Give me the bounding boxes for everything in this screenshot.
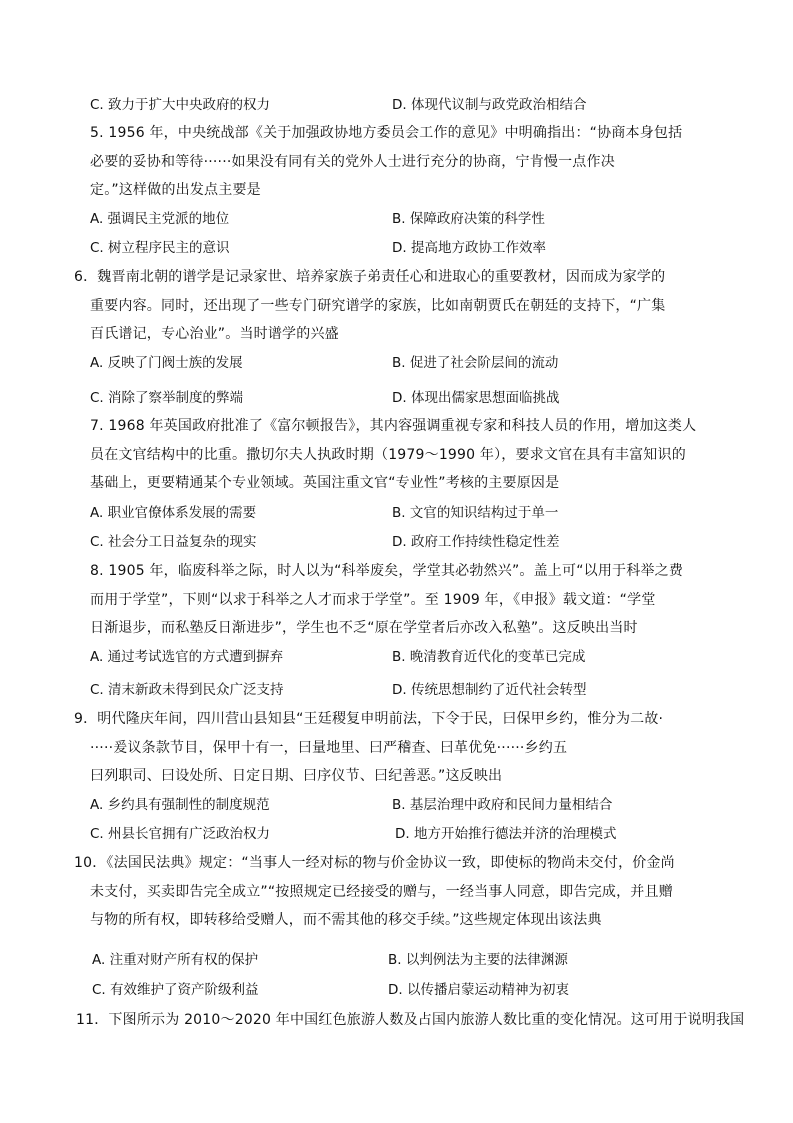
q9-stem-line-2: ·····爰议条款节目，保甲十有一，曰量地里、曰严稽查、曰革优免······乡约五 — [90, 740, 568, 756]
q10-stem-line-3: 与物的所有权，即转移给受赠人，而不需其他的移交手续。”这些规定体现出该法典 — [90, 912, 602, 928]
q5-stem-line-2: 必要的妥协和等待······如果没有同有关的党外人士进行充分的协商，宁肯慢一点作决 — [90, 154, 615, 170]
q8-option-b: B. 晚清教育近代化的变革已完成 — [392, 649, 586, 665]
q5-option-c: C. 树立程序民主的意识 — [90, 240, 230, 256]
q4-option-d: D. 体现代议制与政党政治相结合 — [392, 97, 587, 113]
q8-option-d: D. 传统思想制约了近代社会转型 — [392, 682, 587, 698]
q10-stem-line-2: 未支付，买卖即告完全成立”“按照规定已经接受的赠与，一经当事人同意，即告完成，并且赠 — [90, 884, 673, 900]
q9-stem-line-1: 9．明代隆庆年间，四川营山县知县“王廷稷复申明前法，下令于民，曰保甲乡约，惟分为二故· — [74, 711, 664, 727]
q6-option-b: B. 促进了社会阶层间的流动 — [392, 355, 559, 371]
q7-option-a: A. 职业官僚体系发展的需要 — [90, 505, 257, 521]
q7-stem-line-1: 7. 1968 年英国政府批准了《富尔顿报告》，其内容强调重视专家和科技人员的作用，增加这类人 — [90, 418, 697, 434]
q6-option-d: D. 体现出儒家思想面临挑战 — [392, 390, 560, 406]
q9-option-c: C. 州县长官拥有广泛政治权力 — [90, 826, 271, 842]
q7-option-d: D. 政府工作持续性稳定性差 — [392, 534, 560, 550]
q8-option-c: C. 清末新政未得到民众广泛支持 — [90, 682, 284, 698]
q7-option-b: B. 文官的知识结构过于单一 — [392, 505, 559, 521]
q10-option-b: B. 以判例法为主要的法律渊源 — [388, 952, 568, 968]
q8-option-a: A. 通过考试选官的方式遭到摒弃 — [90, 649, 284, 665]
q6-option-a: A. 反映了门阀士族的发展 — [90, 355, 243, 371]
q6-stem-line-3: 百氏谱记，专心治业”。当时谱学的兴盛 — [90, 326, 339, 342]
q5-option-b: B. 保障政府决策的科学性 — [392, 211, 545, 227]
q8-stem-line-3: 日渐退步，而私塾反日渐进步”，学生也不乏“原在学堂者后亦改入私塾”。这反映出当时 — [90, 620, 638, 636]
q6-stem-line-2: 重要内容。同时，还出现了一些专门研究谱学的家族，比如南朝贾氏在朝廷的支持下，“广集 — [90, 298, 666, 314]
q6-stem-line-1: 6．魏晋南北朝的谱学是记录家世、培养家族子弟责任心和进取心的重要教材，因而成为家学的 — [74, 269, 666, 285]
q8-stem-line-2: 而用于学堂”，下则“以求于科举之人才而求于学堂”。至 1909 年，《申报》载文道：“学堂 — [90, 592, 656, 608]
q7-stem-line-3: 基础上，更要精通某个专业领域。英国注重文官“专业性”考核的主要原因是 — [90, 475, 560, 491]
q9-option-b: B. 基层治理中政府和民间力量相结合 — [392, 797, 613, 813]
q5-option-a: A. 强调民主党派的地位 — [90, 211, 230, 227]
q6-option-c: C. 消除了察举制度的弊端 — [90, 390, 244, 406]
q9-option-a: A. 乡约具有强制性的制度规范 — [90, 797, 270, 813]
q8-stem-line-1: 8. 1905 年，临废科举之际，时人以为“科举废矣，学堂其必勃然兴”。盖上可“以用于科举之费 — [90, 563, 684, 579]
q9-option-d: D. 地方开始推行德法并济的治理模式 — [395, 826, 617, 842]
q10-stem-line-1: 10．《法国民法典》规定：“当事人一经对标的物与价金协议一致，即使标的物尚未交付，价金尚 — [74, 855, 675, 871]
q10-option-c: C. 有效维护了资产阶级利益 — [92, 982, 259, 998]
q11-stem-line-1: 11．下图所示为 2010～2020 年中国红色旅游人数及占国内旅游人数比重的变化情况。这可用于说明我国 — [76, 1012, 745, 1028]
q10-option-a: A. 注重对财产所有权的保护 — [92, 952, 259, 968]
q5-stem-line-3: 定。”这样做的出发点主要是 — [90, 182, 261, 198]
q7-stem-line-2: 员在文官结构中的比重。撒切尔夫人执政时期（1979～1990 年），要求文官在具有丰富知识的 — [90, 447, 686, 463]
q9-stem-line-3: 曰列职司、曰设处所、日定日期、曰序仪节、曰纪善恶。”这反映出 — [90, 768, 503, 784]
q5-option-d: D. 提高地方政协工作效率 — [392, 240, 546, 256]
q7-option-c: C. 社会分工日益复杂的现实 — [90, 534, 257, 550]
q10-option-d: D. 以传播启蒙运动精神为初衷 — [388, 982, 569, 998]
q4-option-c: C. 致力于扩大中央政府的权力 — [90, 97, 271, 113]
q5-stem-line-1: 5. 1956 年，中央统战部《关于加强政协地方委员会工作的意见》中明确指出：“协商本身包括 — [90, 125, 683, 141]
